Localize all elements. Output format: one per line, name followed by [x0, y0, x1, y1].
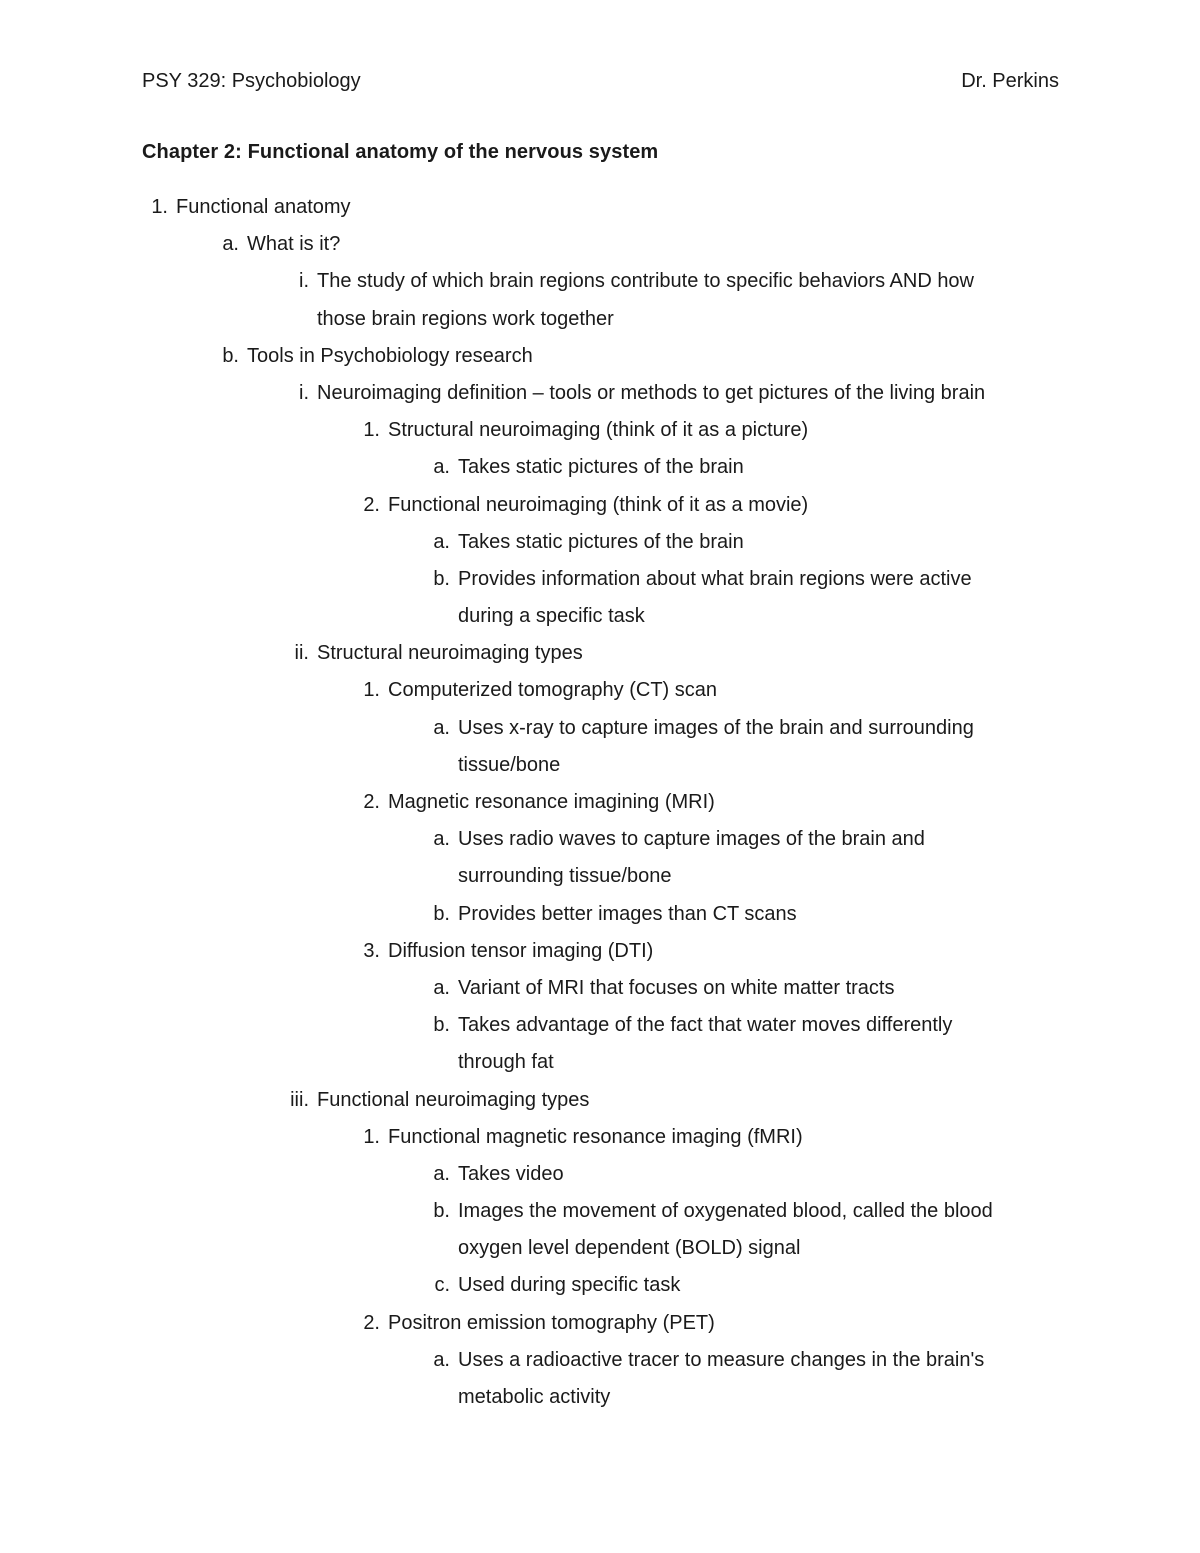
outline-text: Variant of MRI that focuses on white matter tracts: [458, 976, 895, 999]
outline-text: Provides information about what brain regions were active: [458, 567, 972, 590]
outline-marker: a.: [433, 530, 450, 553]
outline-item: [0, 638, 1200, 675]
outline-marker: a.: [433, 828, 450, 851]
outline-marker: a.: [433, 716, 450, 739]
outline-marker: b.: [433, 1014, 450, 1037]
outline-item: [0, 378, 1200, 415]
outline-marker: a.: [433, 456, 450, 479]
outline-text: Structural neuroimaging types: [317, 642, 583, 665]
course-name: PSY 329: Psychobiology: [142, 70, 361, 92]
outline-text: Takes static pictures of the brain: [458, 456, 744, 479]
outline-text: Magnetic resonance imagining (MRI): [388, 791, 715, 813]
outline-marker: 1.: [363, 679, 380, 702]
outline-text: tissue/bone: [458, 753, 561, 776]
outline-item: [0, 1085, 1200, 1122]
outline-marker: b.: [433, 1200, 450, 1223]
outline-item: [0, 1010, 1200, 1047]
outline-item: [0, 1270, 1200, 1307]
outline-text: Used during specific task: [458, 1274, 681, 1297]
outline-text: Images the movement of oxygenated blood, called the blood: [458, 1200, 993, 1223]
outline-item: [0, 192, 1200, 229]
outline-text: Tools in Psychobiology research: [247, 344, 533, 367]
outline-marker: ii.: [294, 642, 309, 665]
outline-text: oxygen level dependent (BOLD) signal: [458, 1237, 801, 1260]
outline-item: [0, 452, 1200, 489]
outline-item: [0, 1047, 1200, 1084]
outline-marker: a.: [433, 1162, 450, 1185]
outline-marker: a.: [433, 976, 450, 999]
outline-text: What is it?: [247, 233, 341, 256]
outline-text: metabolic activity: [458, 1386, 611, 1408]
outline-text: Uses radio waves to capture images of the brain and: [458, 828, 925, 851]
outline-marker: iii.: [290, 1088, 309, 1111]
outline-marker: 1.: [151, 196, 168, 218]
outline-text: those brain regions work together: [317, 307, 614, 330]
outline-text: during a specific task: [458, 605, 645, 628]
outline-text: Computerized tomography (CT) scan: [388, 679, 718, 702]
outline-item: [0, 229, 1200, 266]
outline-item: [0, 1122, 1200, 1159]
outline-text: Takes advantage of the fact that water moves differently: [458, 1014, 953, 1037]
outline-text: Positron emission tomography (PET): [388, 1311, 715, 1334]
outline-item: [0, 601, 1200, 638]
outline-item: [0, 1345, 1200, 1382]
page-header: [142, 70, 1059, 100]
outline-text: Uses x-ray to capture images of the brain and surrounding: [458, 716, 974, 739]
outline-item: [0, 1233, 1200, 1270]
outline-marker: a.: [222, 233, 239, 256]
outline-marker: 2.: [363, 493, 380, 516]
outline-marker: a.: [433, 1348, 450, 1371]
outline-marker: b.: [222, 344, 239, 367]
outline-item: [0, 713, 1200, 750]
outline-item: [0, 266, 1200, 303]
outline-text: Provides better images than CT scans: [458, 902, 797, 925]
outline-list: [0, 192, 1200, 1419]
outline-text: Takes video: [458, 1162, 564, 1185]
outline-text: Neuroimaging definition – tools or methods to get pictures of the living brain: [317, 381, 986, 404]
outline-item: [0, 341, 1200, 378]
outline-item: [0, 564, 1200, 601]
outline-marker: i.: [299, 270, 309, 293]
outline-marker: 3.: [363, 939, 380, 962]
chapter-title: Chapter 2: Functional anatomy of the nervous system: [142, 141, 659, 163]
outline-item: [0, 675, 1200, 712]
outline-item: [0, 527, 1200, 564]
outline-text: Takes static pictures of the brain: [458, 530, 744, 553]
outline-item: [0, 1196, 1200, 1233]
outline-text: Uses a radioactive tracer to measure changes in the brain's: [458, 1348, 985, 1371]
outline-text: Functional anatomy: [176, 196, 351, 218]
instructor-name: Dr. Perkins: [961, 70, 1059, 92]
outline-item: [0, 936, 1200, 973]
outline-item: [0, 861, 1200, 898]
outline-item: [0, 750, 1200, 787]
outline-text: Functional magnetic resonance imaging (fMRI): [388, 1125, 803, 1148]
outline-marker: 1.: [363, 1125, 380, 1148]
outline-marker: i.: [299, 381, 309, 404]
outline-item: [0, 1308, 1200, 1345]
outline-item: [0, 973, 1200, 1010]
outline-marker: b.: [433, 902, 450, 925]
outline-item: [0, 415, 1200, 452]
outline-text: through fat: [458, 1051, 554, 1074]
outline-marker: c.: [434, 1274, 450, 1297]
outline-text: Functional neuroimaging types: [317, 1088, 590, 1111]
outline-item: [0, 787, 1200, 824]
outline-item: [0, 1159, 1200, 1196]
outline-marker: 1.: [363, 419, 380, 442]
outline-marker: b.: [433, 567, 450, 590]
outline-marker: 2.: [363, 1311, 380, 1334]
outline-text: surrounding tissue/bone: [458, 865, 672, 888]
outline-item: [0, 899, 1200, 936]
outline-item: [0, 490, 1200, 527]
outline-item: [0, 1382, 1200, 1419]
outline-text: Structural neuroimaging (think of it as a picture): [388, 419, 809, 442]
outline-item: [0, 304, 1200, 341]
outline-text: The study of which brain regions contribute to specific behaviors AND how: [317, 270, 975, 293]
outline-text: Functional neuroimaging (think of it as a movie): [388, 493, 809, 516]
outline-item: [0, 824, 1200, 861]
outline-text: Diffusion tensor imaging (DTI): [388, 939, 654, 962]
outline-marker: 2.: [363, 791, 380, 813]
